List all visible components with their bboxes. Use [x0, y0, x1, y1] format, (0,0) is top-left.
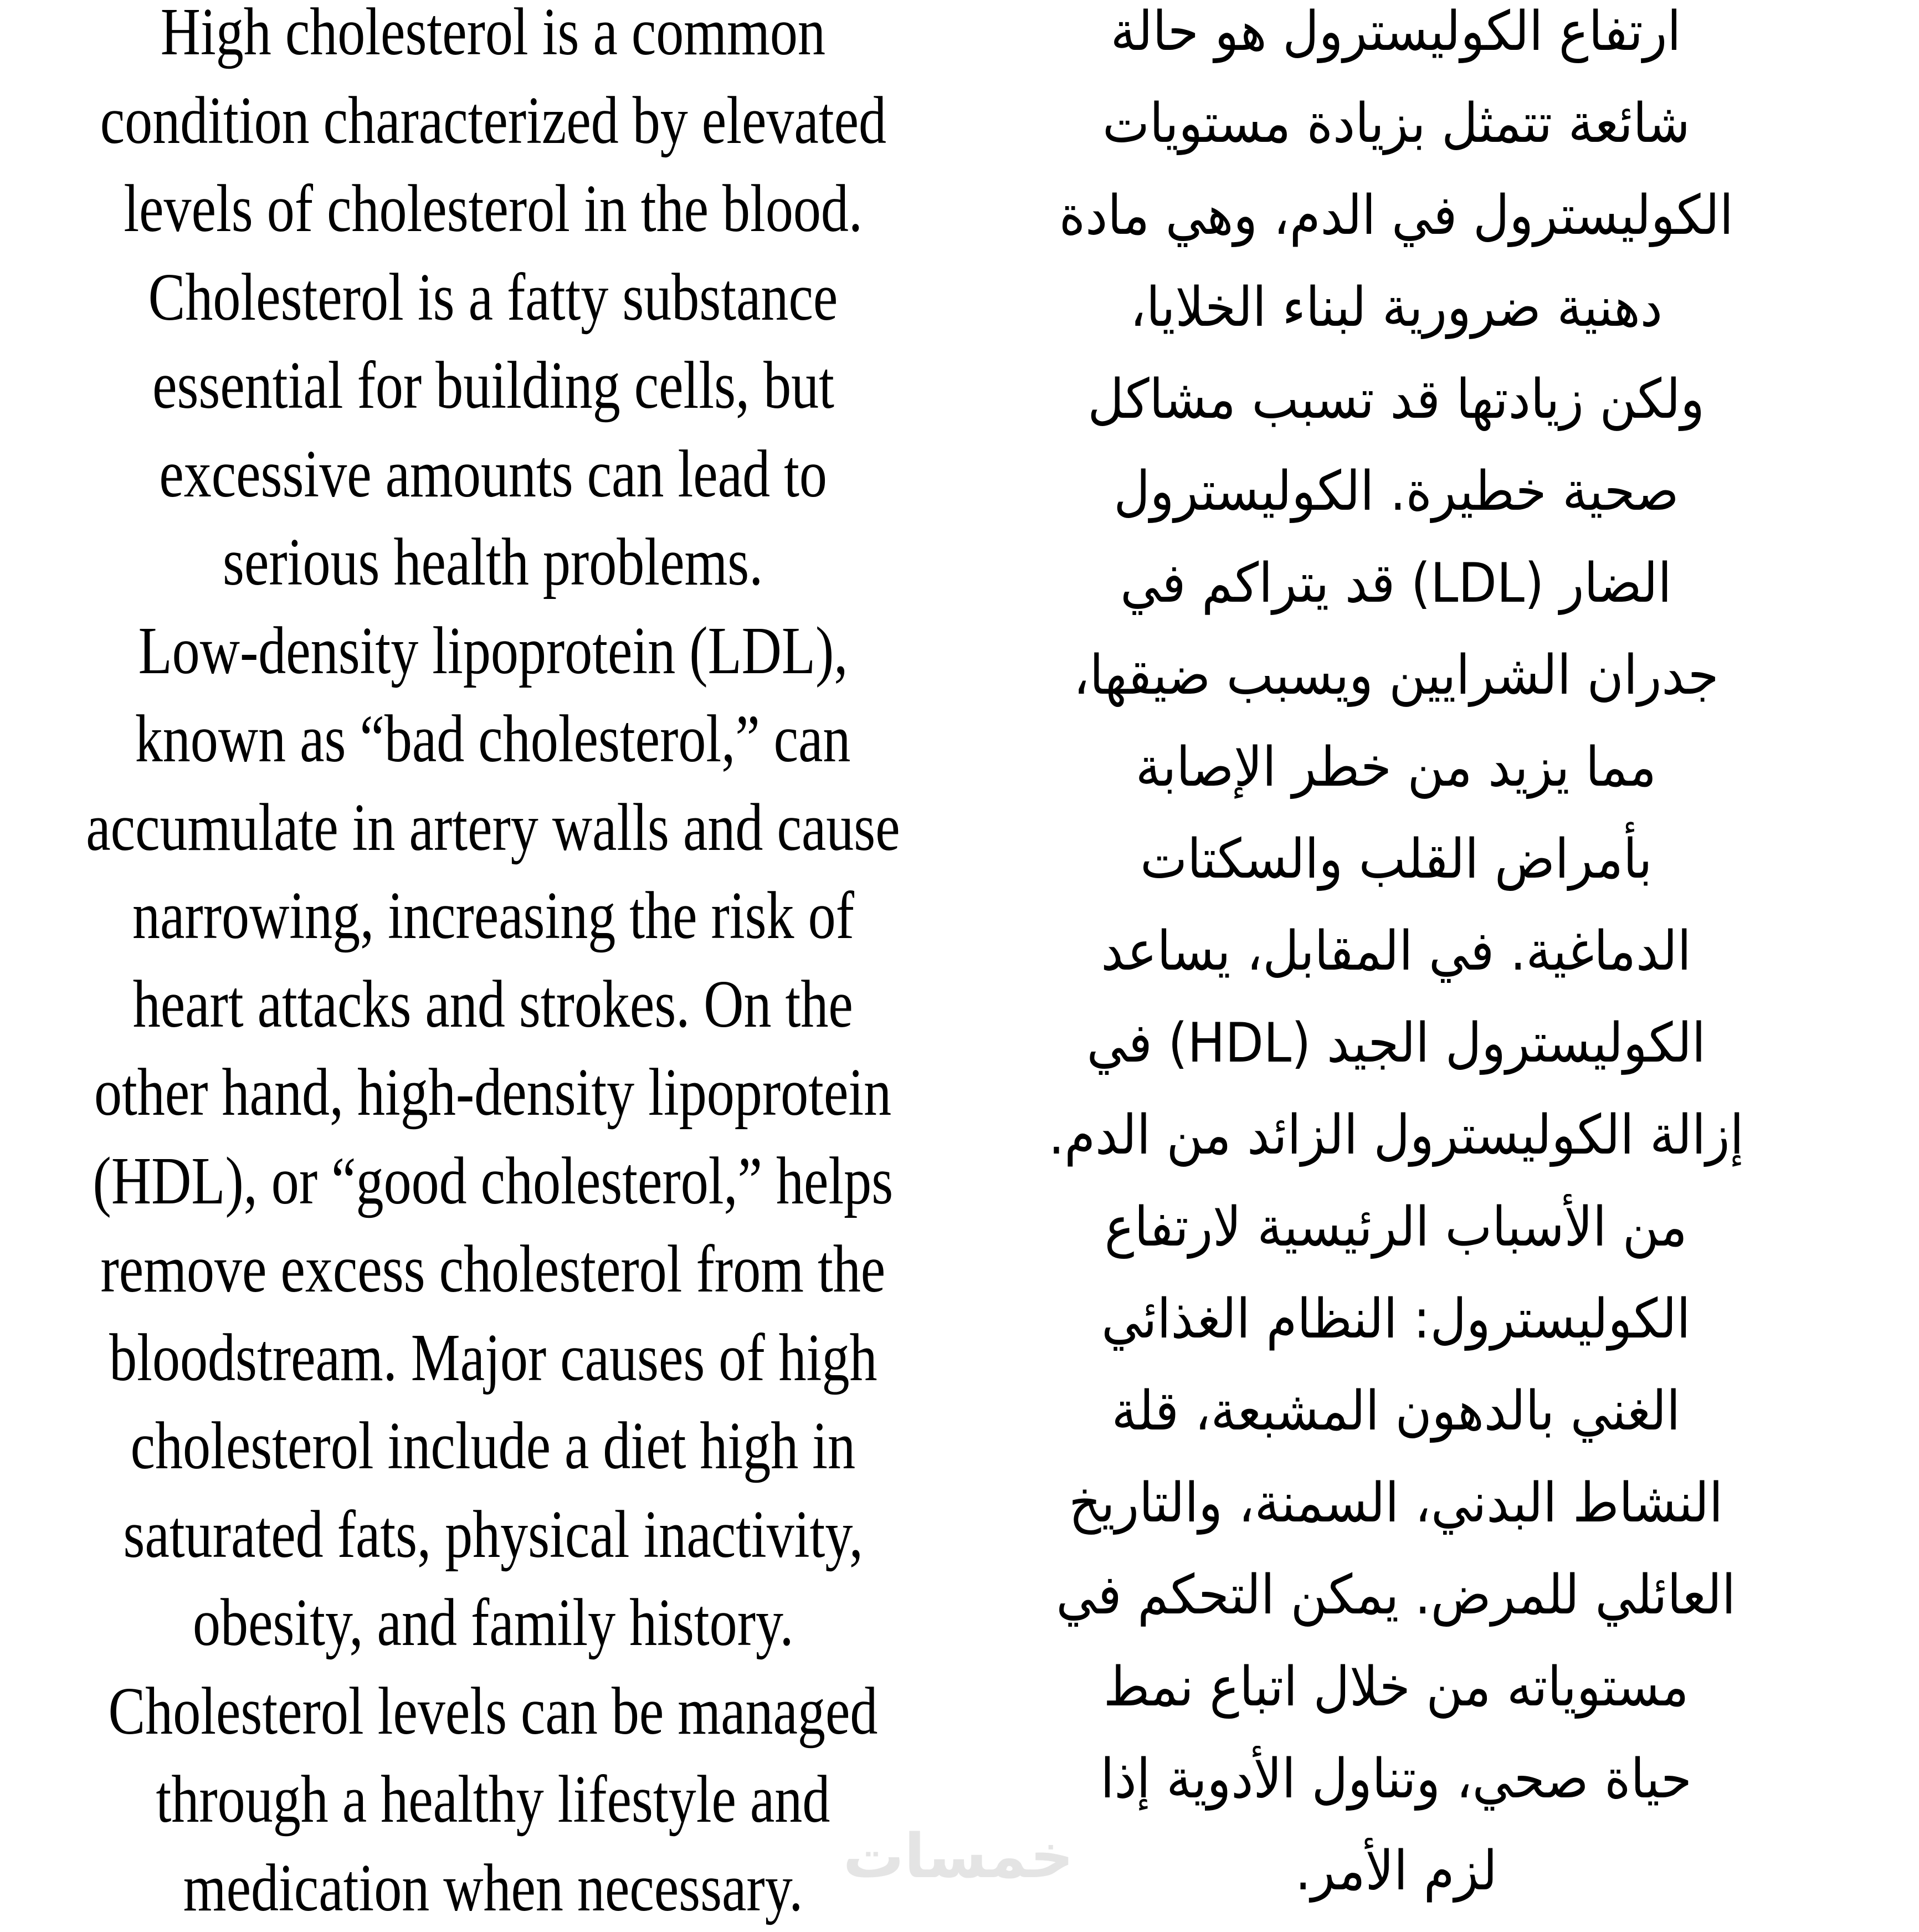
english-text-line: remove excess cholesterol from the [101, 1225, 886, 1314]
english-text-line: obesity, and family history. [193, 1579, 794, 1667]
english-text-line: essential for building cells, but [152, 341, 834, 430]
english-text-line: Low-density lipoprotein (LDL), [138, 607, 848, 695]
english-text-line: serious health problems. [223, 518, 763, 607]
english-text-line: known as “bad cholesterol,” can [135, 695, 851, 783]
english-text-line: condition characterized by elevated [100, 76, 886, 165]
arabic-text-line: ارتفاع الكوليسترول هو حالة [1111, 0, 1681, 78]
english-text-line: saturated fats, physical inactivity, [123, 1490, 863, 1579]
arabic-text-line: شائعة تتمثل بزيادة مستويات [1102, 78, 1690, 170]
arabic-text-line: الدماغية. في المقابل، يساعد [1101, 905, 1691, 997]
english-text-line: accumulate in artery walls and cause [86, 783, 900, 872]
arabic-text-line: جدران الشرايين ويسبب ضيقها، [1074, 629, 1719, 721]
arabic-text-line: العائلي للمرض. يمكن التحكم في [1056, 1549, 1736, 1641]
english-text-column [22, 0, 964, 1932]
english-text-line: Cholesterol levels can be managed [109, 1667, 878, 1756]
arabic-text-line: حياة صحي، وتناول الأدوية إذا [1100, 1733, 1691, 1825]
english-text-line: bloodstream. Major causes of high [109, 1314, 877, 1402]
arabic-text-line: الكوليسترول في الدم، وهي مادة [1059, 170, 1733, 262]
english-text-line: heart attacks and strokes. On the [133, 960, 853, 1049]
arabic-text-line: دهنية ضرورية لبناء الخلايا، [1130, 262, 1662, 353]
arabic-text-line: ولكن زيادتها قد تسبب مشاكل [1087, 353, 1705, 445]
english-text-line: other hand, high-density lipoprotein [94, 1048, 891, 1137]
arabic-text-line: النشاط البدني، السمنة، والتاريخ [1069, 1457, 1723, 1549]
arabic-text-line: مما يزيد من خطر الإصابة [1136, 721, 1656, 813]
arabic-text-line: الكوليسترول: النظام الغذائي [1101, 1273, 1690, 1365]
arabic-text-column [964, 0, 1828, 1917]
arabic-text-line: إزالة الكوليسترول الزائد من الدم. [1048, 1089, 1743, 1181]
watermark-logo: خمسات [831, 1823, 1086, 1889]
english-text-line: through a healthy lifestyle and [156, 1755, 830, 1844]
english-text-line: High cholesterol is a common [161, 0, 825, 76]
english-text-line: (HDL), or “good cholesterol,” helps [93, 1137, 894, 1226]
arabic-text-line: الغني بالدهون المشبعة، قلة [1112, 1365, 1681, 1457]
arabic-text-line: من الأسباب الرئيسية لارتفاع [1105, 1181, 1687, 1273]
english-text-line: levels of cholesterol in the blood. [124, 165, 863, 253]
english-text-line: medication when necessary. [183, 1844, 803, 1932]
english-text-line: excessive amounts can lead to [159, 430, 827, 519]
arabic-text-line: مستوياته من خلال اتباع نمط [1104, 1641, 1689, 1733]
arabic-text-line: صحية خطيرة. الكوليسترول [1114, 445, 1679, 537]
english-text-line: narrowing, increasing the risk of [132, 872, 854, 960]
arabic-text-line: الضار (LDL) قد يتراكم في [1120, 537, 1671, 629]
arabic-text-line: لزم الأمر. [1295, 1825, 1497, 1917]
arabic-text-line: بأمراض القلب والسكتات [1140, 813, 1652, 905]
english-text-line: Cholesterol is a fatty substance [148, 253, 838, 342]
english-text-line: cholesterol include a diet high in [131, 1402, 855, 1490]
arabic-text-line: الكوليسترول الجيد (HDL) في [1086, 997, 1705, 1089]
